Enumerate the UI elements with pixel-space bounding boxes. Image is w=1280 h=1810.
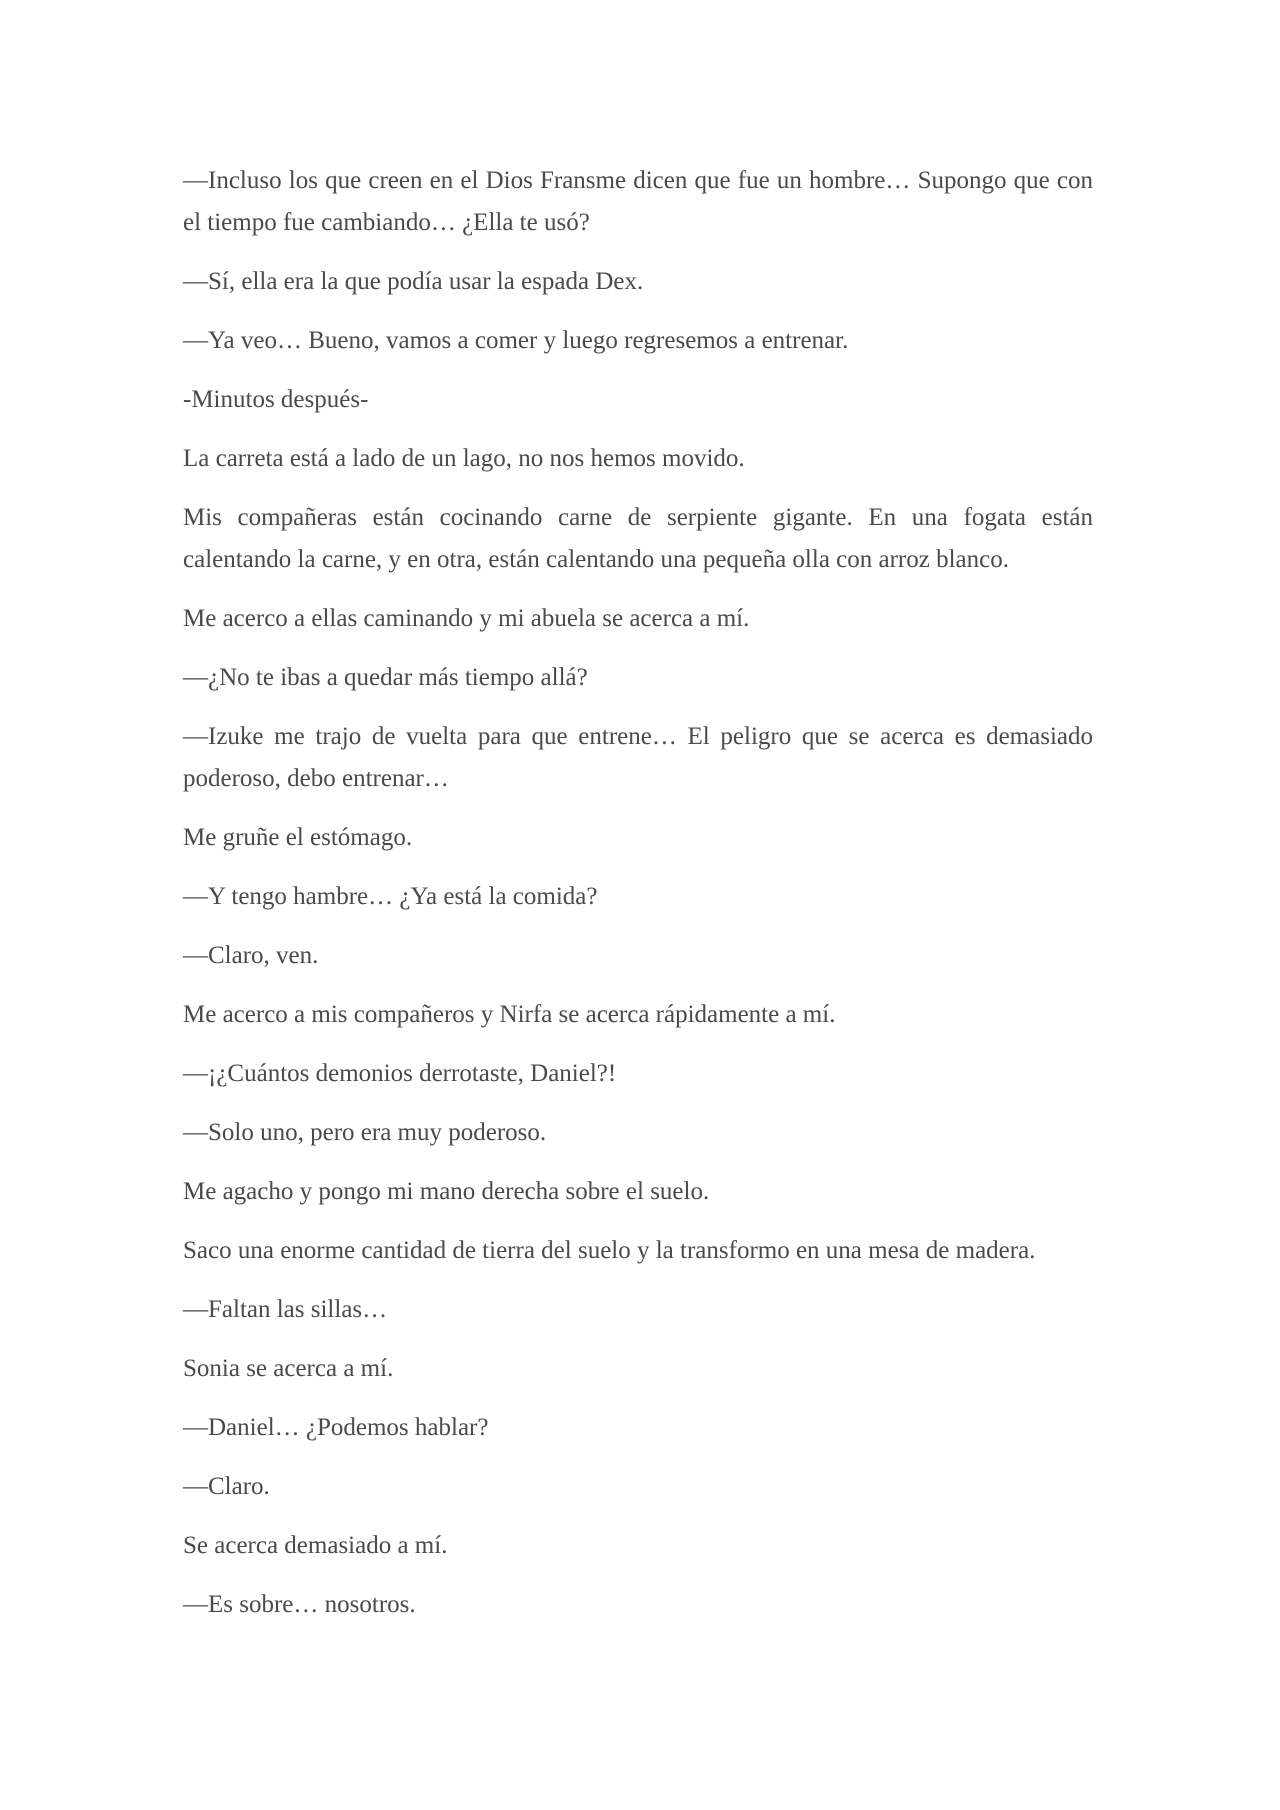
- paragraph: —¡¿Cuántos demonios derrotaste, Daniel?!: [183, 1060, 617, 1087]
- paragraph: Me agacho y pongo mi mano derecha sobre el suelo.: [183, 1178, 710, 1205]
- paragraph: Sonia se acerca a mí.: [183, 1355, 394, 1382]
- paragraph: —Sí, ella era la que podía usar la espada Dex.: [183, 268, 644, 295]
- paragraph: —Daniel… ¿Podemos hablar?: [183, 1414, 489, 1441]
- paragraph: —Izuke me trajo de vuelta para que entrene… El peligro que se acerca es demasiado poderoso, debo entrenar…: [183, 723, 1093, 792]
- paragraph: —Claro, ven.: [183, 942, 319, 969]
- paragraph: La carreta está a lado de un lago, no nos hemos movido.: [183, 445, 745, 472]
- paragraph: Me acerco a mis compañeros y Nirfa se acerca rápidamente a mí.: [183, 1001, 836, 1028]
- paragraph: —Y tengo hambre… ¿Ya está la comida?: [183, 883, 598, 910]
- paragraph: -Minutos después-: [183, 386, 369, 413]
- paragraph: —Incluso los que creen en el Dios Fransme dicen que fue un hombre… Supongo que con el tiempo fue cambiando… ¿Ella te usó?: [183, 167, 1093, 236]
- paragraph: —Faltan las sillas…: [183, 1296, 388, 1323]
- paragraph: Se acerca demasiado a mí.: [183, 1532, 448, 1559]
- paragraph: —Claro.: [183, 1473, 270, 1500]
- paragraph: —¿No te ibas a quedar más tiempo allá?: [183, 664, 588, 691]
- paragraph: —Solo uno, pero era muy poderoso.: [183, 1119, 547, 1146]
- paragraph: Mis compañeras están cocinando carne de serpiente gigante. En una fogata están calentando la carne, y en otra, están calentando una pequeña olla con arroz blanco.: [183, 504, 1093, 573]
- body-text: [183, 160, 1093, 1643]
- paragraph: —Ya veo… Bueno, vamos a comer y luego regresemos a entrenar.: [183, 327, 849, 354]
- paragraph: Me acerco a ellas caminando y mi abuela se acerca a mí.: [183, 605, 750, 632]
- paragraph: Me gruñe el estómago.: [183, 824, 413, 851]
- paragraph: —Es sobre… nosotros.: [183, 1591, 416, 1618]
- paragraph: Saco una enorme cantidad de tierra del suelo y la transformo en una mesa de madera.: [183, 1237, 1036, 1264]
